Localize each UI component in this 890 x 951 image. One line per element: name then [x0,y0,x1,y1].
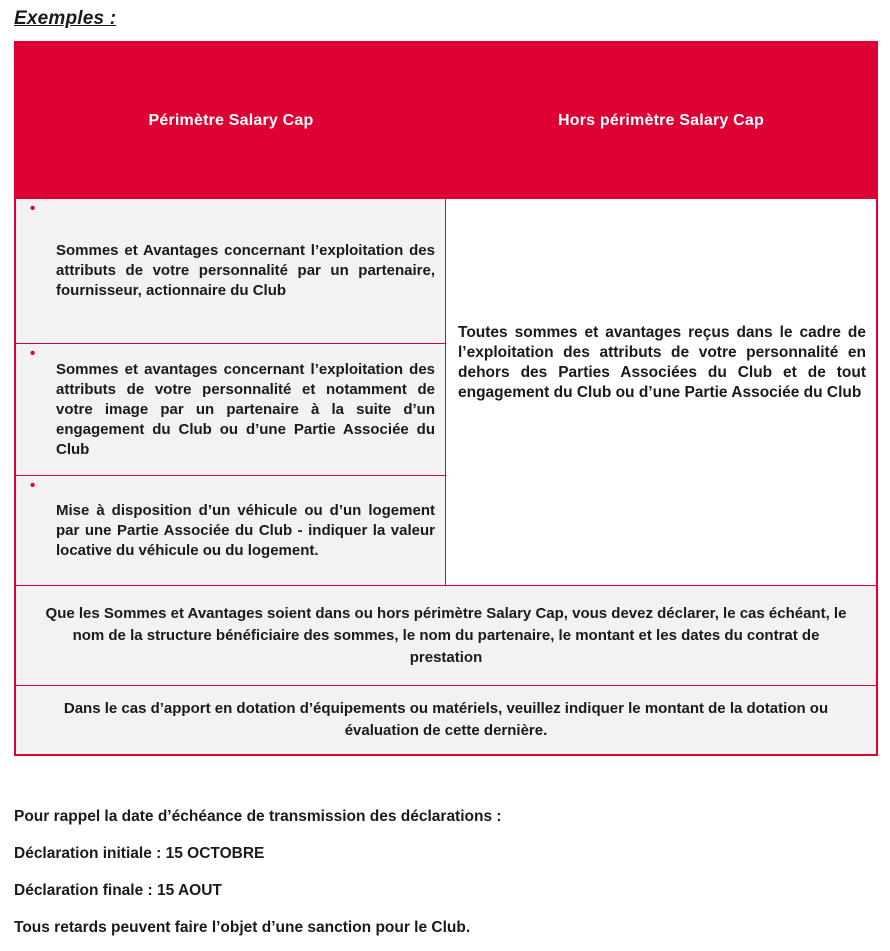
bullet-item-text: Sommes et avantages concernant l’exploitation des attributs de votre personnalité et notamment de votre image par un partenaire à la suite d’un engagement du Club ou d’une Partie Associée du Club [56,360,435,458]
footer-line-rappel: Pour rappel la date d’échéance de transmission des déclarations : [14,808,502,825]
footer-line-declaration-initiale: Déclaration initiale : 15 OCTOBRE [14,845,265,862]
bullet-item-vehicule [16,476,445,585]
column-perimetre [16,199,446,585]
merged-row-dotation [16,685,876,754]
bullet-item-image [16,344,445,476]
table-header-row [16,43,876,199]
salary-cap-table [14,41,878,756]
page-title: Exemples : [14,8,117,29]
table-body [16,199,876,585]
footer-line-sanction: Tous retards peuvent faire l’objet d’une sanction pour le Club. [14,919,471,936]
column-hors-perimetre-cell [446,199,876,585]
bullet-item-text: Sommes et Avantages concernant l’exploitation des attributs de votre personnalité par un partenaire, fournisseur, actionnaire du Club [56,242,435,299]
bullet-icon: • [30,477,36,494]
merged-row-declaration-text: Que les Sommes et Avantages soient dans ou hors périmètre Salary Cap, vous devez déclarer, le cas échéant, le nom de la structure bénéficiaire des sommes, le nom du partenaire, le montant et les dates du contrat de prestation [45,604,847,666]
hors-perimetre-text: Toutes sommes et avantages reçus dans le cadre de l’exploitation des attributs de votre personnalité en dehors des Parties Associées du Club et de tout engagement du Club ou d’une Partie Associée du Club [458,324,866,401]
bullet-item-text: Mise à disposition d’un véhicule ou d’un logement par une Partie Associée du Club - indiquer la valeur locative du véhicule ou du logement. [56,501,435,559]
table-header-perimetre: Périmètre Salary Cap [148,112,314,129]
merged-row-dotation-text: Dans le cas d’apport en dotation d’équipements ou matériels, veuillez indiquer le montant de la dotation ou évaluation de cette dernière. [63,700,829,739]
bullet-item-partenaire [16,199,445,344]
bullet-icon: • [30,200,36,217]
footer-line-declaration-finale: Déclaration finale : 15 AOUT [14,882,222,899]
table-header-hors-perimetre: Hors périmètre Salary Cap [558,112,764,129]
merged-row-declaration [16,585,876,685]
footer-notes [14,806,878,939]
bullet-icon: • [30,345,36,362]
